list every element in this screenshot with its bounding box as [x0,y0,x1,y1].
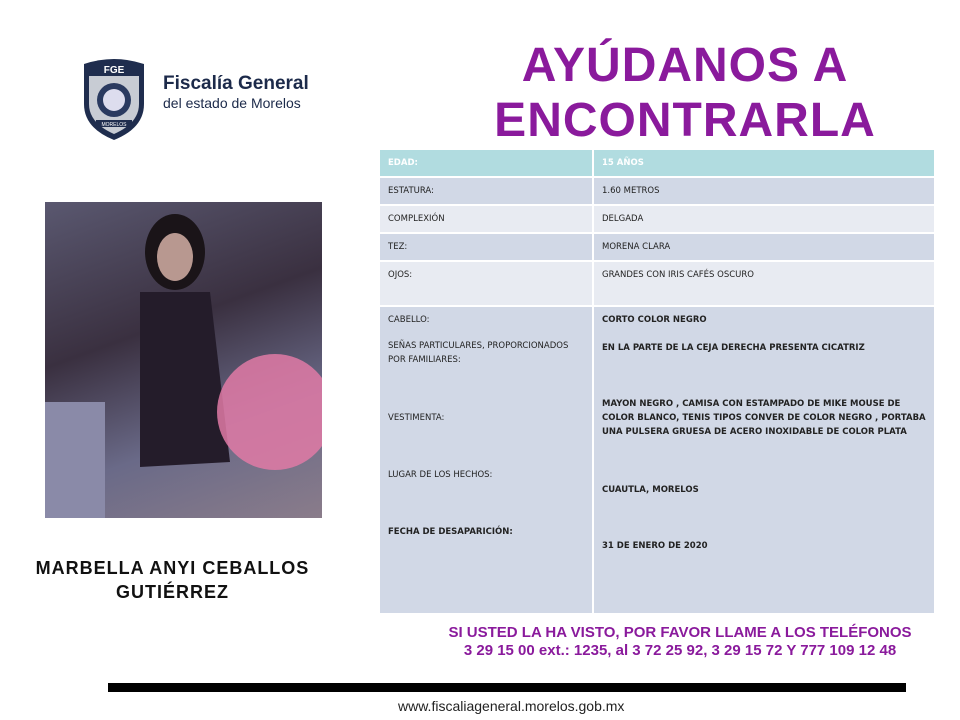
value-vestimenta: MAYON NEGRO , CAMISA CON ESTAMPADO DE MIKE MOUSE DE COLOR BLANCO, TENIS TIPOS CONVER DE COLOR NEGRO , PORTABA UNA PULSERA GRUESA DE ACERO INOXIDABLE DE COLOR PLATA [602,399,926,437]
row-complexion [380,206,936,232]
label-complexion: COMPLEXIÓN [380,206,594,232]
label-estatura: ESTATURA: [380,178,594,204]
label-tez: TEZ: [380,234,594,260]
value-cabello: CORTO COLOR NEGRO [602,315,707,325]
value-edad: 15 AÑOS [594,150,936,176]
value-senas: EN LA PARTE DE LA CEJA DERECHA PRESENTA CICATRIZ [602,343,865,353]
missing-person-photo [45,202,322,518]
label-senas: SEÑAS PARTICULARES, PROPORCIONADOS POR FAMILIARES: [388,341,569,365]
value-lugar: CUAUTLA, MORELOS [602,485,699,495]
contact-phones: 3 29 15 00 ext.: 1235, al 3 72 25 92, 3 29 15 72 Y 777 109 12 48 [463,642,897,659]
row-tez [380,234,936,260]
title-line1: AYÚDANOS A [521,39,849,92]
row-description [380,307,936,613]
details-table [380,148,936,615]
label-vestimenta: VESTIMENTA: [388,413,445,423]
label-cabello: CABELLO: [388,315,430,325]
footer-url[interactable]: www.fiscaliageneral.morelos.gob.mx [398,698,625,714]
name-line2: GUTIÉRREZ [115,582,229,602]
contact-call [420,624,940,660]
page-title [440,38,930,148]
org-name: Fiscalía General [163,73,309,94]
label-ojos: OJOS: [380,262,594,305]
row-ojos [380,262,936,305]
title-line2: ENCONTRARLA [494,94,876,147]
row-estatura [380,178,936,204]
org-subtitle: del estado de Morelos [163,95,301,111]
name-line1: MARBELLA ANYI CEBALLOS [35,558,310,578]
value-ojos: GRANDES CON IRIS CAFÉS OSCURO [594,262,936,305]
missing-person-name [20,556,325,604]
row-edad [380,150,936,176]
label-edad: EDAD: [380,150,594,176]
svg-text:MORELOS: MORELOS [101,122,127,128]
label-lugar: LUGAR DE LOS HECHOS: [388,470,493,480]
photo-placeholder [45,202,322,518]
value-fecha: 31 DE ENERO DE 2020 [602,541,708,551]
value-complexion: DELGADA [594,206,936,232]
fge-shield-logo [80,56,148,142]
value-tez: MORENA CLARA [594,234,936,260]
contact-prompt: SI USTED LA HA VISTO, POR FAVOR LLAME A LOS TELÉFONOS [448,624,912,641]
label-fecha: FECHA DE DESAPARICIÓN: [388,527,513,537]
svg-text:FGE: FGE [103,65,125,76]
value-estatura: 1.60 METROS [594,178,936,204]
footer-divider [108,683,906,692]
